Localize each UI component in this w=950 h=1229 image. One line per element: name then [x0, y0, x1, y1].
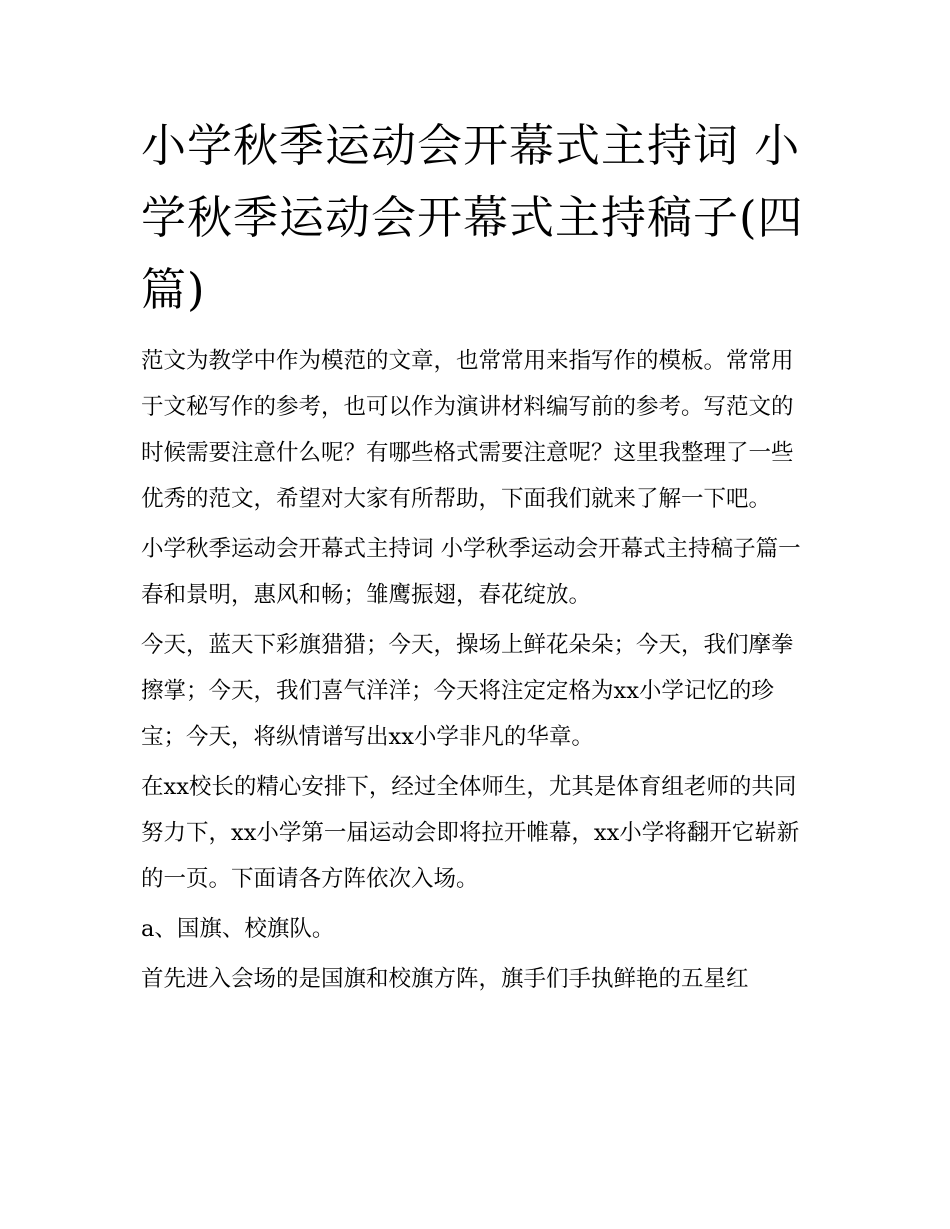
document-body [141, 338, 821, 1002]
document-title: 小学秋季运动会开幕式主持词 小学秋季运动会开幕式主持稿子(四篇) [141, 119, 804, 316]
paragraph-flag-team: 首先进入会场的是国旗和校旗方阵，旗手们手执鲜艳的五星红 [141, 966, 749, 992]
paragraph-flag-team-heading: a、国旗、校旗队。 [141, 916, 335, 942]
paragraph-principal: 在xx校长的精心安排下，经过全体师生，尤其是体育组老师的共同努力下，xx小学第一届运动会即将拉开帷幕，xx小学将翻开它崭新的一页。下面请各方阵依次入场。 [141, 774, 800, 892]
document-page [141, 110, 821, 1006]
paragraph-intro: 范文为教学中作为模范的文章，也常常用来指写作的模板。常常用于文秘写作的参考，也可以作为演讲材料编写前的参考。写范文的时候需要注意什么呢？有哪些格式需要注意呢？这里我整理了一些优秀的范文，希望对大家有所帮助，下面我们就来了解一下吧。 [141, 348, 794, 512]
paragraph-today: 今天，蓝天下彩旗猎猎；今天，操场上鲜花朵朵；今天，我们摩拳擦掌；今天，我们喜气洋洋；今天将注定定格为xx小学记忆的珍宝；今天，将纵情谱写出xx小学非凡的华章。 [141, 632, 794, 750]
paragraph-section-one-heading: 小学秋季运动会开幕式主持词 小学秋季运动会开幕式主持稿子篇一 春和景明，惠风和畅；雏鹰振翅，春花绽放。 [141, 536, 801, 608]
